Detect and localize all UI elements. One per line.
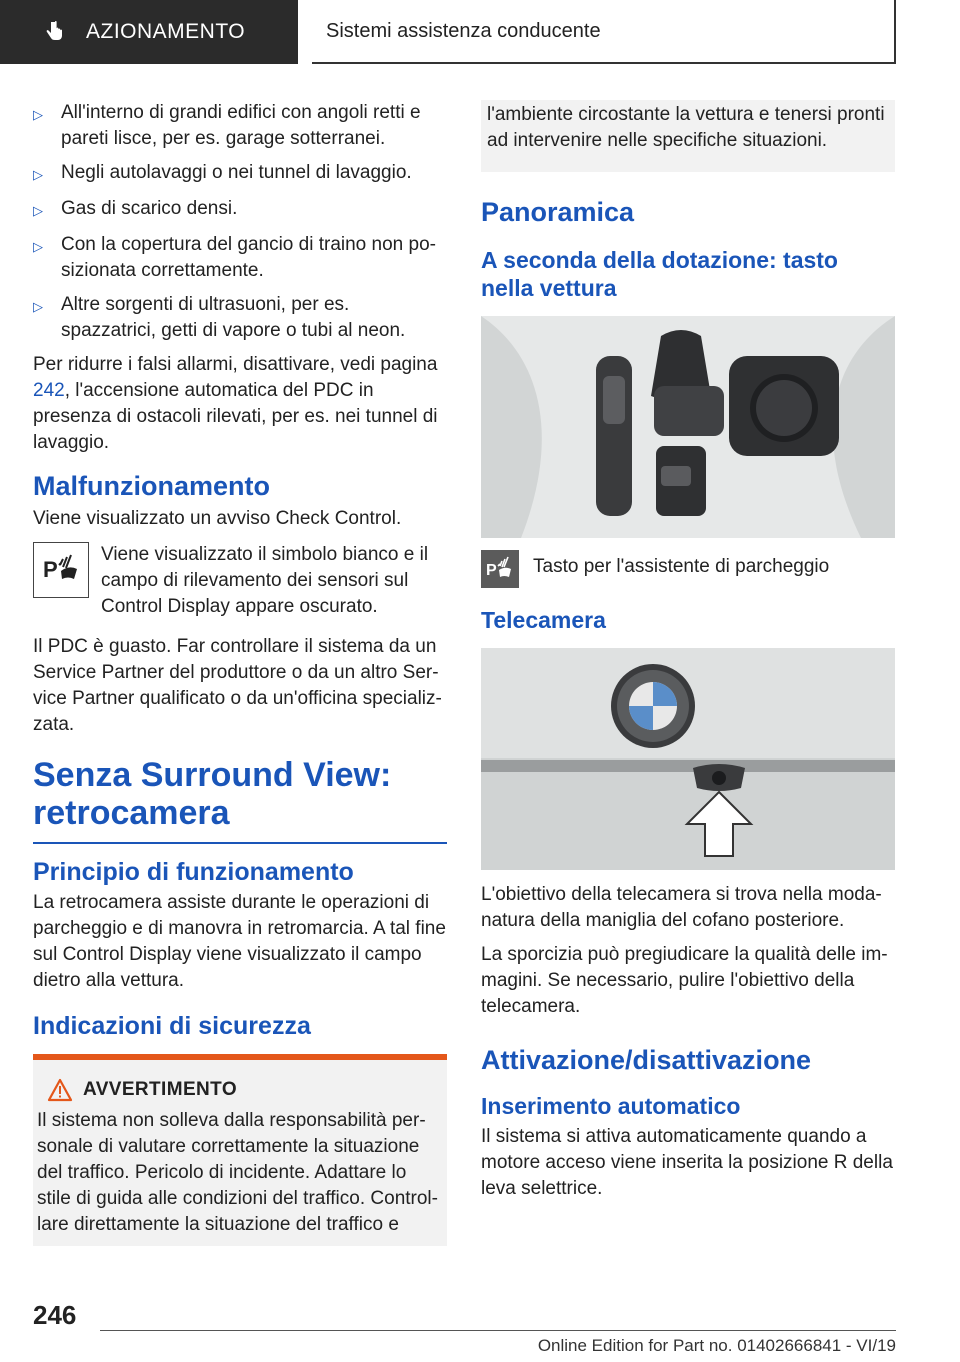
false-alarm-paragraph: Per ridurre i falsi allarmi, disattivare, vedi pagina 242, l'accensione automatica del PDC in presenza di ostacoli rilevati, per es. nei tunnel di lavaggio. [33, 354, 438, 453]
section-title: AZIONAMENTO [86, 20, 246, 43]
triangle-bullet-icon: ▷ [33, 299, 43, 314]
svg-text:P: P [43, 557, 58, 582]
list-item: ▷ Negli autolavaggi o nei tunnel di lavaggio. [33, 160, 447, 188]
list-item: ▷ Con la copertura del gancio di traino non posizionata correttamente. [33, 232, 447, 284]
heading-sicurezza: Indicazioni di sicurezza [33, 1012, 311, 1040]
heading-panoramica: Panoramica [481, 197, 635, 227]
triangle-bullet-icon: ▷ [33, 107, 43, 122]
malf-text: Viene visualizzato un avviso Check Control. [33, 508, 402, 529]
triangle-bullet-icon: ▷ [33, 203, 43, 218]
heading-divider [33, 842, 447, 844]
list-item: ▷ Altre sorgenti di ultrasuoni, per es. spazzatrici, getti di vapore o tubi al neon. [33, 292, 447, 344]
svg-text:P: P [486, 562, 497, 579]
principio-text: La retrocamera assiste durante le operazioni di parcheggio e di manovra in retromarcia. A tal fine sul Control Display viene visualizzato il campo dietro alla vettura. [33, 892, 446, 991]
pdc-symbol-icon [33, 542, 89, 598]
heading-telecamera: Telecamera [481, 607, 606, 633]
telecamera-text-2: La sporcizia può pregiudicare la qualità delle immagini. Se necessario, pulire l'obiettivo della telecamera. [481, 944, 888, 1017]
triangle-bullet-icon: ▷ [33, 167, 43, 182]
console-photo [481, 316, 895, 538]
malf-text-2: Il PDC è guasto. Far controllare il sistema da un Service Partner del produttore o da un altro Service Partner qualificato o da un'officina specializzata. [33, 636, 442, 735]
hand-pointer-icon [42, 20, 66, 44]
chapter-tab [312, 0, 896, 64]
heading-attivazione: Attivazione/disattivazione [481, 1045, 812, 1075]
footer-divider [100, 1330, 896, 1331]
page-number: 246 [33, 1300, 77, 1330]
tasto-caption: Tasto per l'assistente di parcheggio [533, 556, 830, 577]
heading-tasto: A seconda della dotazione: tasto nella vettura [481, 247, 838, 301]
footer-edition: Online Edition for Part no. 01402666841 - VI/19 [537, 1336, 896, 1355]
parking-assistant-icon [481, 550, 519, 588]
warning-text-continued: l'ambiente circostante la vettura e tenersi pronti ad intervenire nelle specifiche situazioni. [487, 104, 885, 151]
malf-icon-text: Viene visualizzato il simbolo bianco e il campo di rilevamento dei sensori sul Control Display appare oscurato. [101, 544, 429, 617]
list-item: ▷ All'interno di grandi edifici con angoli retti e pareti lisce, per es. garage sotterranei. [33, 100, 447, 152]
triangle-bullet-icon: ▷ [33, 239, 43, 254]
camera-photo [481, 648, 895, 870]
malf-icon-row [33, 542, 447, 620]
list-item: ▷ Gas di scarico densi. [33, 196, 447, 224]
heading-malfunzionamento: Malfunzionamento [33, 471, 270, 501]
heading-principio: Principio di funzionamento [33, 858, 354, 886]
warning-box [33, 1054, 447, 1246]
warning-box-continued [481, 100, 895, 172]
warning-title: AVVERTIMENTO [83, 1079, 237, 1100]
warning-triangle-icon [47, 1078, 73, 1102]
page-link[interactable]: 242 [33, 380, 65, 401]
warning-text: Il sistema non solleva dalla responsabilità personale di valutare correttamente la situazione del traffico. Pericolo di incidente. Adattare lo stile di guida alle condizioni del traffico. Controllare direttamente la situazione del traffico e [37, 1110, 438, 1235]
heading-inserimento: Inserimento automatico [481, 1093, 741, 1119]
section-tab [0, 0, 298, 64]
heading-retrocamera: Senza Surround View: retrocamera [33, 756, 392, 832]
tasto-caption-row [481, 550, 895, 588]
warning-title-row [47, 1078, 447, 1102]
inserimento-text: Il sistema si attiva automaticamente quando a motore acceso viene inserita la posizione R della leva selettrice. [481, 1126, 893, 1199]
right-column [481, 100, 895, 1210]
chapter-title: Sistemi assistenza conducente [326, 19, 601, 42]
telecamera-text-1: L'obiettivo della telecamera si trova nella modanatura della maniglia del cofano posteriore. [481, 884, 882, 931]
left-column [33, 100, 447, 1246]
